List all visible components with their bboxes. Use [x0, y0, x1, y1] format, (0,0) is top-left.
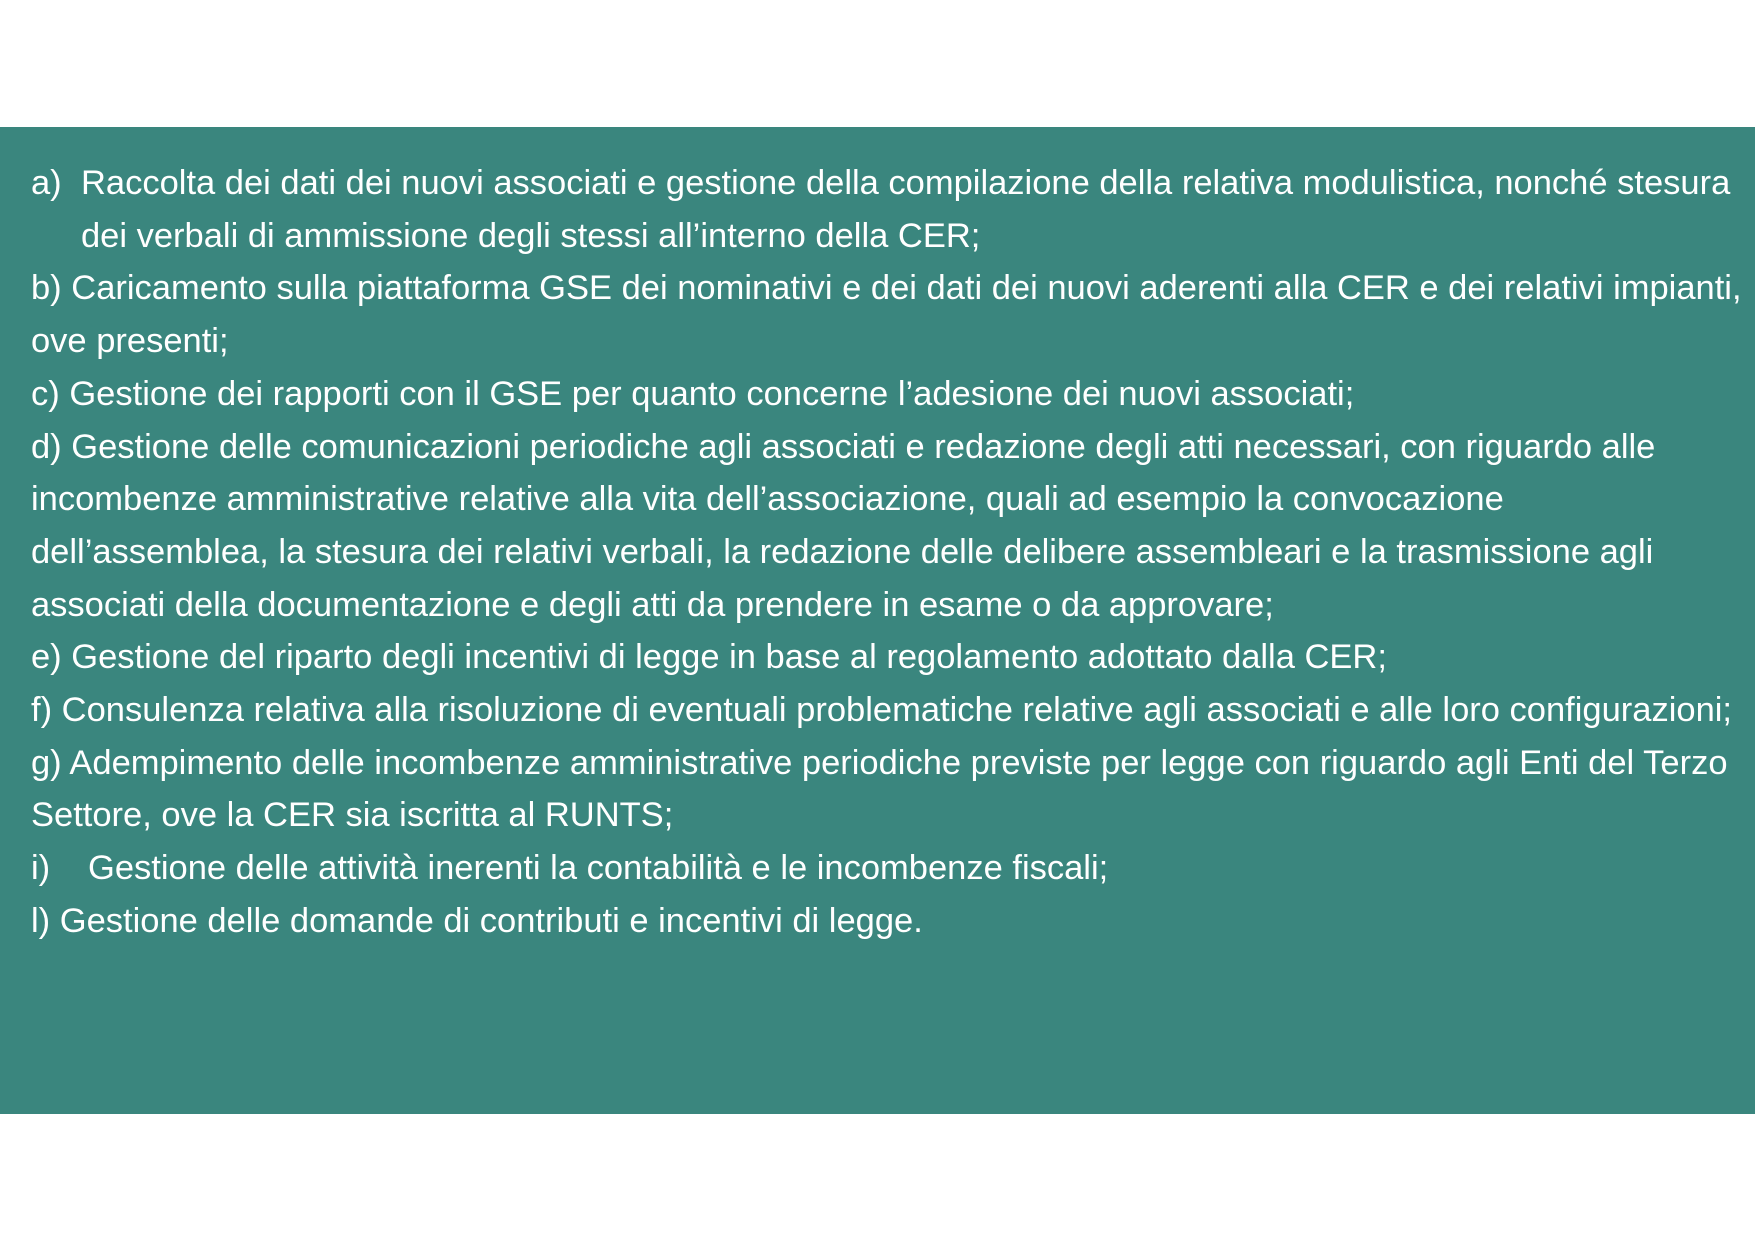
list-item-text: Consulenza relativa alla risoluzione di eventuali problematiche relative agli associati e alle loro configurazioni;	[61, 691, 1733, 730]
list-marker: b)	[31, 269, 62, 308]
list-item-text: Gestione delle domande di contributi e incentivi di legge.	[59, 901, 923, 940]
list-marker: e)	[31, 638, 62, 677]
list-item-text: Gestione del riparto degli incentivi di legge in base al regolamento adottato dalla CER;	[71, 638, 1387, 677]
list-item-b	[31, 262, 1751, 367]
list-marker: g)	[31, 743, 62, 782]
list-marker: d)	[31, 427, 62, 466]
list-item-text: Adempimento delle incombenze amministrative periodiche previste per legge con riguardo agli Enti del Terzo Settore, ove la CER sia iscritta al RUNTS;	[31, 743, 1738, 835]
list-item-text: Gestione delle comunicazioni periodiche agli associati e redazione degli atti necessari, con riguardo alle incombenze amministrative relative alla vita dell’associazione, quali ad esempio la convocazione dell’assemblea, la stesura dei relativi verbali, la redazione delle delibere assembleari e la trasmissione agli associati della documentazione e degli atti da prendere in esame o da approvare;	[31, 427, 1665, 624]
content-panel	[0, 127, 1755, 1114]
list-item-text: Gestione dei rapporti con il GSE per quanto concerne l’adesione dei nuovi associati;	[69, 374, 1355, 413]
list-item-c	[31, 368, 1751, 421]
list-marker: c)	[31, 374, 60, 413]
list-item-l	[31, 895, 1751, 948]
list-item-e	[31, 631, 1751, 684]
list-item-text: Caricamento sulla piattaforma GSE dei nominativi e dei dati dei nuovi aderenti alla CER e dei relativi impianti, ove presenti;	[31, 269, 1752, 361]
list-item-g	[31, 737, 1751, 842]
list-item-d	[31, 421, 1751, 632]
list-item-text: Raccolta dei dati dei nuovi associati e gestione della compilazione della relativa modulistica, nonché stesura dei verbali di ammissione degli stessi all’interno della CER;	[81, 164, 1740, 255]
list-marker: a)	[31, 164, 62, 202]
duties-list	[31, 157, 1751, 948]
list-item-i	[31, 842, 1751, 895]
list-item-f	[31, 684, 1751, 737]
list-marker: l)	[31, 901, 51, 940]
list-item-a	[31, 157, 1751, 262]
list-marker: f)	[31, 691, 53, 730]
list-item-text: Gestione delle attività inerenti la contabilità e le incombenze fiscali;	[88, 849, 1109, 888]
list-marker: i)	[31, 849, 51, 888]
